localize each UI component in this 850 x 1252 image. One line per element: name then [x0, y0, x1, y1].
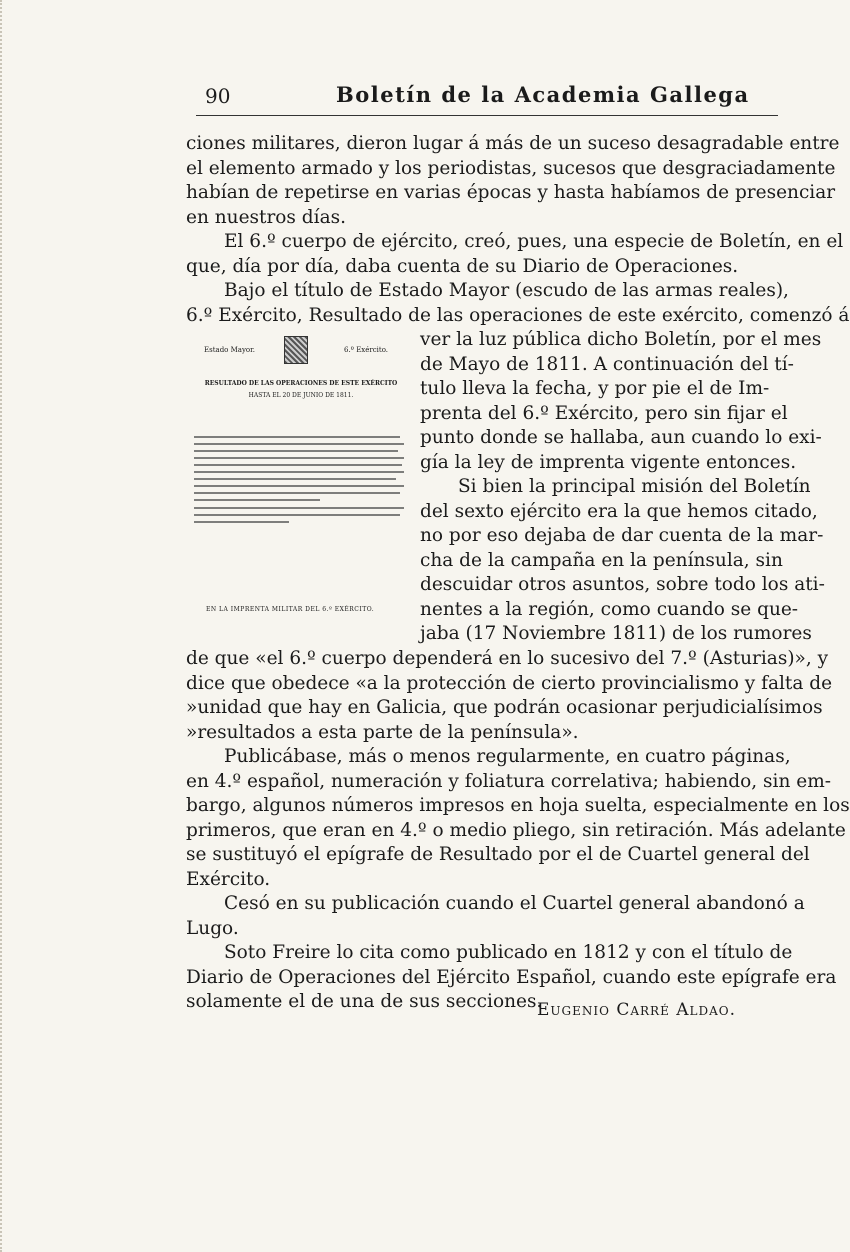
facsimile-date: HASTA EL 20 DE JUNIO DE 1811.	[248, 392, 354, 399]
text-line: ver la luz pública dicho Boletín, por el mes	[420, 329, 822, 350]
paragraph-4	[186, 647, 832, 745]
text-line: en nuestros días.	[186, 206, 346, 228]
paragraph-7	[186, 941, 836, 1015]
text-line: Publicábase, más o menos regularmente, en cuatro páginas,	[224, 746, 791, 767]
text-line: no por eso dejaba de dar cuenta de la mar-	[420, 525, 824, 546]
paragraph-3-side	[420, 328, 822, 475]
text-line: Cesó en su publicación cuando el Cuartel general abandonó a	[224, 893, 805, 914]
paragraph-5	[186, 745, 850, 892]
text-line: bargo, algunos números impresos en hoja suelta, especialmente en los	[186, 795, 850, 816]
text-line: descuidar otros asuntos, sobre todo los ati-	[420, 574, 825, 595]
text-line: habían de repetirse en varias épocas y hasta habíamos de presenciar	[186, 182, 836, 203]
paragraph-3	[186, 279, 849, 328]
text-line: 6.º Exército, Resultado de las operaciones de este exército, comenzó á	[186, 304, 850, 326]
text-line: primeros, que eran en 4.º o medio pliego, sin retiración. Más adelante	[186, 819, 846, 841]
text-line: Exército.	[186, 868, 271, 890]
text-line: dice que obedece «a la protección de cierto provincialismo y falta de	[186, 672, 833, 694]
paragraph-6	[186, 892, 805, 941]
paragraph-4-side	[420, 475, 825, 647]
paragraph-1	[186, 132, 839, 230]
text-line: ciones militares, dieron lugar á más de un suceso desagradable entre	[186, 133, 840, 154]
header-rule	[196, 115, 778, 116]
text-line: se sustituyó el epígrafe de Resultado por el de Cuartel general del	[186, 844, 810, 865]
scan-edge	[0, 0, 12, 1252]
paragraph-2	[186, 230, 843, 279]
page-number: 90	[205, 84, 231, 108]
facsimile-body-text	[194, 436, 404, 528]
text-line: »resultados a esta parte de la península».	[186, 721, 579, 743]
text-line: gía la ley de imprenta vigente entonces.	[420, 451, 797, 473]
facsimile-right-header: 6.º Exército.	[344, 346, 389, 354]
text-line: cha de la campaña en la península, sin	[420, 549, 783, 571]
text-line: prenta del 6.º Exército, pero sin fijar el	[420, 402, 788, 424]
royal-arms-crest-icon	[284, 336, 308, 364]
text-line: nentes a la región, como cuando se que-	[420, 598, 799, 620]
text-line: solamente el de una de sus secciones.	[186, 991, 543, 1012]
text-line: tulo lleva la fecha, y por pie el de Im-	[420, 378, 770, 399]
facsimile-title: RESULTADO DE LAS OPERACIONES DE ESTE EXÉRCITO	[204, 380, 398, 387]
boletin-facsimile	[192, 328, 410, 618]
text-line: jaba (17 Noviembre 1811) de los rumores	[420, 623, 812, 644]
text-line: de que «el 6.º cuerpo dependerá en lo sucesivo del 7.º (Asturias)», y	[186, 648, 829, 669]
text-line: Diario de Operaciones del Ejército Español, cuando este epígrafe era	[186, 966, 837, 988]
text-line: el elemento armado y los periodistas, sucesos que desgraciadamente	[186, 157, 836, 179]
text-line: de Mayo de 1811. A continuación del tí-	[420, 353, 794, 375]
text-line: El 6.º cuerpo de ejército, creó, pues, una especie de Boletín, en el	[224, 231, 844, 252]
text-line: Lugo.	[186, 917, 239, 939]
facsimile-left-header: Estado Mayor.	[204, 346, 255, 354]
text-line: que, día por día, daba cuenta de su Diario de Operaciones.	[186, 255, 739, 277]
text-line: »unidad que hay en Galicia, que podrán ocasionar perjudicialísimos	[186, 697, 823, 718]
text-line: punto donde se hallaba, aun cuando lo exi-	[420, 427, 822, 448]
text-line: Si bien la principal misión del Boletín	[458, 476, 811, 497]
facsimile-footer: EN LA IMPRENTA MILITAR DEL 6.º EXÉRCITO.	[206, 606, 375, 613]
text-line: del sexto ejército era la que hemos citado,	[420, 500, 818, 522]
running-title: Boletín de la Academia Gallega	[336, 82, 750, 107]
text-line: Bajo el título de Estado Mayor (escudo de las armas reales),	[224, 280, 789, 301]
text-line: Soto Freire lo cita como publicado en 1812 y con el título de	[224, 942, 793, 963]
text-line: en 4.º español, numeración y foliatura correlativa; habiendo, sin em-	[186, 770, 831, 792]
author-signature: Eugenio Carré Aldao.	[537, 1000, 737, 1020]
